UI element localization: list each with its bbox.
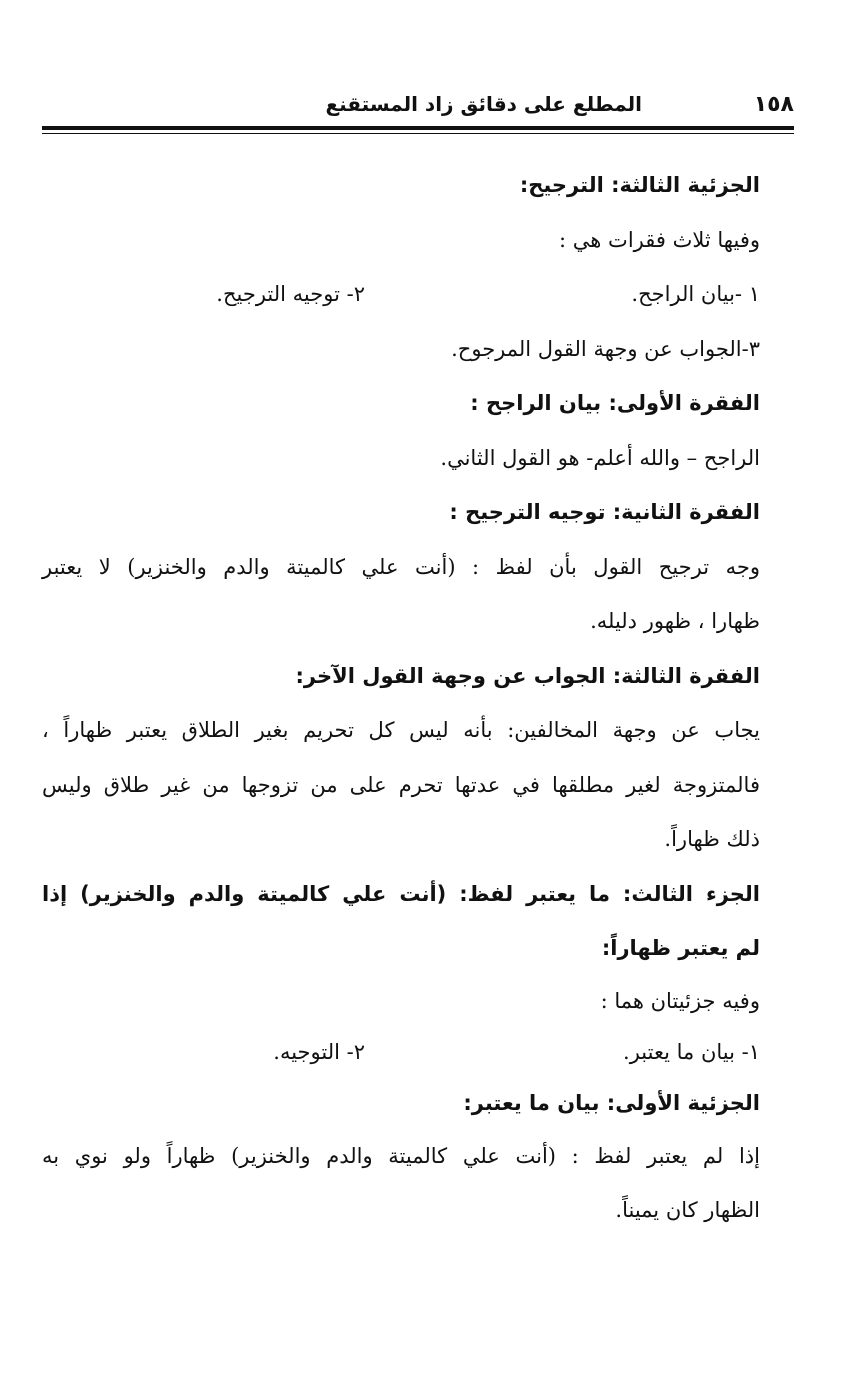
page-number: ١٥٨ bbox=[753, 92, 794, 117]
paragraph-line: الراجح – والله أعلم- هو القول الثاني. bbox=[440, 445, 760, 470]
paragraph-line: وفيه جزئيتان هما : bbox=[600, 988, 760, 1013]
header-rule bbox=[42, 126, 794, 130]
page-body bbox=[42, 158, 760, 1238]
section-heading: الفقرة الثانية: توجيه الترجيح : bbox=[449, 500, 760, 524]
paragraph-line: فالمتزوجة لغير مطلقها في عدتها تحرم على من تزوجها من غير طلاق وليس bbox=[42, 772, 760, 797]
paragraph-line: إذا لم يعتبر لفظ : (أنت علي كالميتة والدم والخنزير) ظهاراً ولو نوي به bbox=[42, 1143, 760, 1168]
section-heading: الجزئية الأولى: بيان ما يعتبر: bbox=[463, 1090, 760, 1115]
list-item: ١- بيان ما يعتبر. bbox=[623, 1039, 760, 1064]
paragraph-line: يجاب عن وجهة المخالفين: بأنه ليس كل تحريم بغير الطلاق يعتبر ظهاراً ، bbox=[42, 718, 760, 742]
page-header bbox=[42, 92, 794, 128]
list-row bbox=[42, 1027, 760, 1078]
paragraph-line: وجه ترجيح القول بأن لفظ : (أنت علي كالميتة والدم والخنزير) لا يعتبر bbox=[42, 554, 760, 579]
list-item: ٢- توجيه الترجيح. bbox=[216, 282, 365, 306]
section-heading: الفقرة الثالثة: الجواب عن وجهة القول الآخر: bbox=[295, 663, 760, 688]
paragraph-line: الظهار كان يميناً. bbox=[615, 1198, 760, 1222]
list-item: ٢- التوجيه. bbox=[273, 1039, 365, 1064]
list-row bbox=[42, 267, 760, 322]
paragraph-line: وفيها ثلاث فقرات هي : bbox=[559, 227, 760, 252]
header-rule-thin bbox=[42, 133, 794, 134]
section-heading: الجزء الثالث: ما يعتبر لفظ: (أنت علي كالميتة والدم والخنزير) إذا bbox=[42, 881, 760, 906]
list-item: ٣-الجواب عن وجهة القول المرجوح. bbox=[451, 336, 760, 361]
list-item: ١ -بيان الراجح. bbox=[631, 282, 760, 306]
paragraph-line: ذلك ظهاراً. bbox=[664, 827, 760, 851]
paragraph-line: ظهارا ، ظهور دليله. bbox=[590, 609, 760, 633]
section-heading: الجزئية الثالثة: الترجيح: bbox=[519, 173, 760, 197]
running-title: المطلع على دقائق زاد المستقنع bbox=[325, 92, 642, 116]
section-heading: لم يعتبر ظهاراً: bbox=[601, 936, 760, 960]
section-heading: الفقرة الأولى: بيان الراجح : bbox=[470, 391, 760, 415]
